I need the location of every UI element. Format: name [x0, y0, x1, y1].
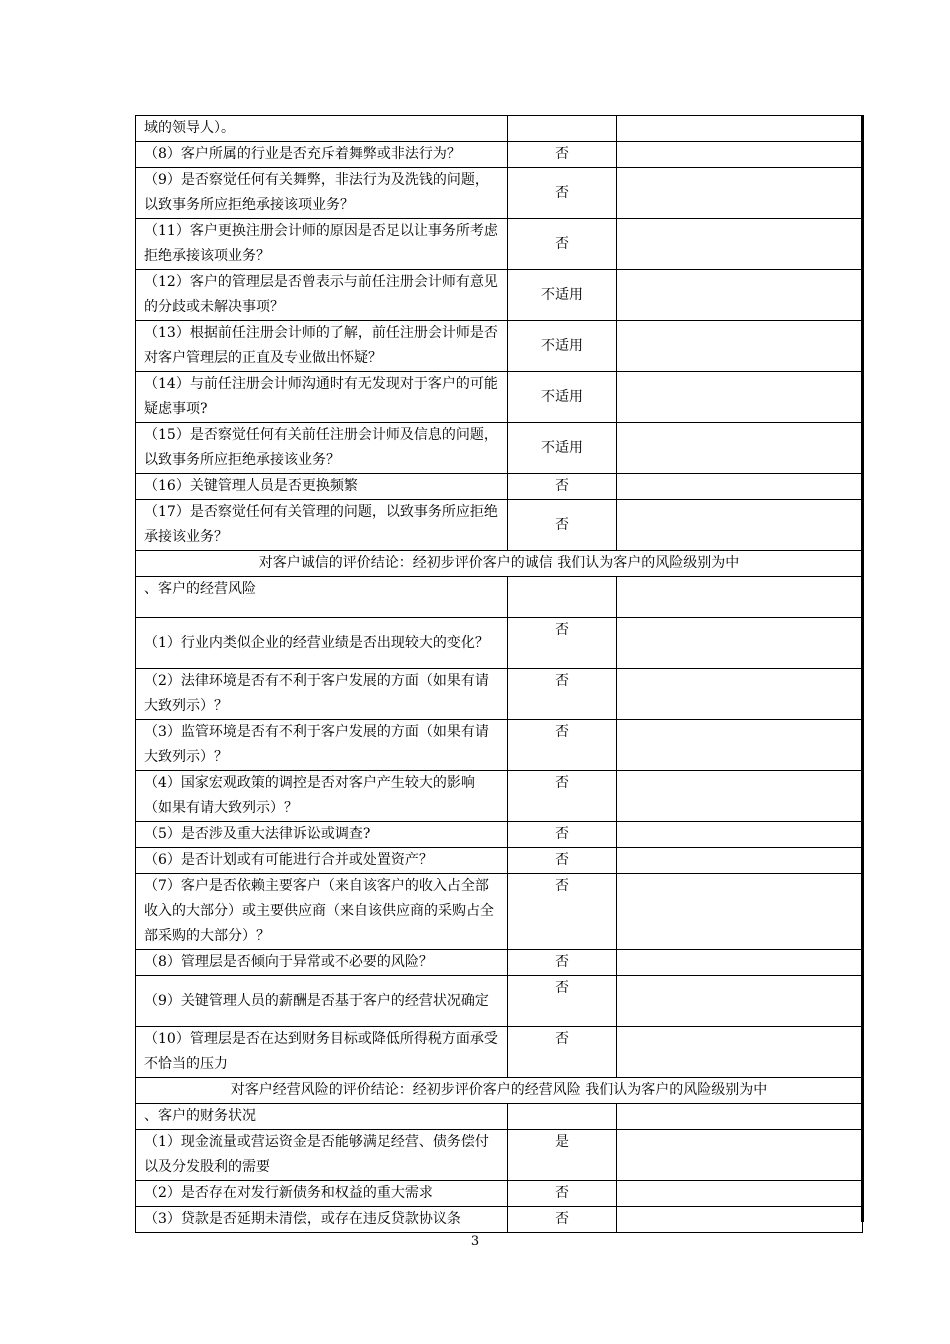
question-cell: （2）是否存在对发行新债务和权益的重大需求: [136, 1181, 508, 1207]
table-right-border: [861, 115, 864, 1222]
answer-cell: 否: [508, 168, 617, 219]
note-cell: [617, 950, 863, 976]
table-row: [136, 976, 863, 1027]
answer-cell: [508, 1104, 617, 1130]
note-cell: [617, 142, 863, 168]
question-cell: （6）是否计划或有可能进行合并或处置资产？: [136, 848, 508, 874]
note-cell: [617, 1027, 863, 1078]
section-row: [136, 577, 863, 618]
question-cell: （4）国家宏观政策的调控是否对客户产生较大的影响（如果有请大致列示）？: [136, 771, 508, 822]
question-cell: （8）管理层是否倾向于异常或不必要的风险？: [136, 950, 508, 976]
question-cell: （3）贷款是否延期未清偿，或存在违反贷款协议条: [136, 1207, 508, 1233]
table-row: [136, 1181, 863, 1207]
answer-cell: 否: [508, 500, 617, 551]
table-row: [136, 321, 863, 372]
table-row: [136, 1207, 863, 1233]
note-cell: [617, 116, 863, 142]
table-row: [136, 168, 863, 219]
answer-cell: 否: [508, 1207, 617, 1233]
note-cell: [617, 321, 863, 372]
section-heading-financial: 、客户的财务状况: [136, 1104, 508, 1130]
question-cell: （8）客户所属的行业是否充斥着舞弊或非法行为？: [136, 142, 508, 168]
note-cell: [617, 720, 863, 771]
note-cell: [617, 874, 863, 950]
answer-cell: 否: [508, 771, 617, 822]
answer-cell: 否: [508, 618, 617, 669]
note-cell: [617, 771, 863, 822]
question-cell: （2）法律环境是否有不利于客户发展的方面（如果有请大致列示）？: [136, 669, 508, 720]
answer-cell: 否: [508, 976, 617, 1027]
note-cell: [617, 669, 863, 720]
answer-cell: [508, 116, 617, 142]
note-cell: [617, 500, 863, 551]
table-row: [136, 423, 863, 474]
table-row: [136, 874, 863, 950]
note-cell: [617, 372, 863, 423]
answer-cell: 是: [508, 1130, 617, 1181]
operating-conclusion: 对客户经营风险的评价结论：经初步评价客户的经营风险 我们认为客户的风险级别为中: [136, 1078, 863, 1104]
table-row: [136, 270, 863, 321]
table-row: [136, 669, 863, 720]
question-cell: （5）是否涉及重大法律诉讼或调查?: [136, 822, 508, 848]
answer-cell: 不适用: [508, 321, 617, 372]
note-cell: [617, 618, 863, 669]
answer-cell: 否: [508, 720, 617, 771]
answer-cell: 否: [508, 1027, 617, 1078]
table-row: [136, 474, 863, 500]
answer-cell: 否: [508, 848, 617, 874]
conclusion-row: [136, 551, 863, 577]
note-cell: [617, 1130, 863, 1181]
table-row: [136, 219, 863, 270]
answer-cell: 否: [508, 669, 617, 720]
question-cell: （15）是否察觉任何有关前任注册会计师及信息的问题，以致事务所应拒绝承接该业务？: [136, 423, 508, 474]
question-cell: （9）关键管理人员的薪酬是否基于客户的经营状况确定: [136, 976, 508, 1027]
page-number: 3: [470, 1234, 480, 1249]
table-row: [136, 822, 863, 848]
note-cell: [617, 1181, 863, 1207]
section-row: [136, 1104, 863, 1130]
question-cell: （3）监管环境是否有不利于客户发展的方面（如果有请大致列示）？: [136, 720, 508, 771]
table-row: [136, 950, 863, 976]
question-cell: （14）与前任注册会计师沟通时有无发现对于客户的可能疑虑事项?: [136, 372, 508, 423]
table-row: [136, 720, 863, 771]
answer-cell: 不适用: [508, 270, 617, 321]
table-row: [136, 116, 863, 142]
section-heading-operating: 、客户的经营风险: [136, 577, 508, 618]
table-row: [136, 1130, 863, 1181]
note-cell: [617, 822, 863, 848]
answer-cell: 否: [508, 822, 617, 848]
note-cell: [617, 1207, 863, 1233]
answer-cell: [508, 577, 617, 618]
conclusion-row: [136, 1078, 863, 1104]
answer-cell: 否: [508, 142, 617, 168]
note-cell: [617, 848, 863, 874]
answer-cell: 否: [508, 1181, 617, 1207]
answer-cell: 否: [508, 950, 617, 976]
question-cell: （13）根据前任注册会计师的了解，前任注册会计师是否对客户管理层的正直及专业做出怀疑？: [136, 321, 508, 372]
answer-cell: 不适用: [508, 372, 617, 423]
note-cell: [617, 168, 863, 219]
note-cell: [617, 1104, 863, 1130]
question-cell: （9）是否察觉任何有关舞弊，非法行为及洗钱的问题，以致事务所应拒绝承接该项业务？: [136, 168, 508, 219]
answer-cell: 不适用: [508, 423, 617, 474]
question-cell: （1）行业内类似企业的经营业绩是否出现较大的变化？: [136, 618, 508, 669]
question-cell: （11）客户更换注册会计师的原因是否足以让事务所考虑拒绝承接该项业务？: [136, 219, 508, 270]
integrity-conclusion: 对客户诚信的评价结论：经初步评价客户的诚信 我们认为客户的风险级别为中: [136, 551, 863, 577]
answer-cell: 否: [508, 219, 617, 270]
question-cell: （10）管理层是否在达到财务目标或降低所得税方面承受不恰当的压力: [136, 1027, 508, 1078]
table-row: [136, 500, 863, 551]
checklist-table: [135, 115, 863, 1233]
table-row: [136, 1027, 863, 1078]
question-cell: （17）是否察觉任何有关管理的问题，以致事务所应拒绝承接该业务？: [136, 500, 508, 551]
question-cell: 域的领导人）。: [136, 116, 508, 142]
question-cell: （1）现金流量或营运资金是否能够满足经营、债务偿付以及分发股利的需要: [136, 1130, 508, 1181]
answer-cell: 否: [508, 874, 617, 950]
question-cell: （7）客户是否依赖主要客户（来自该客户的收入占全部收入的大部分）或主要供应商（来自该供应商的采购占全部采购的大部分）？: [136, 874, 508, 950]
note-cell: [617, 474, 863, 500]
table-row: [136, 372, 863, 423]
table-row: [136, 848, 863, 874]
note-cell: [617, 270, 863, 321]
note-cell: [617, 577, 863, 618]
table-row: [136, 142, 863, 168]
answer-cell: 否: [508, 474, 617, 500]
question-cell: （16）关键管理人员是否更换频繁: [136, 474, 508, 500]
note-cell: [617, 976, 863, 1027]
table-row: [136, 771, 863, 822]
table-row: [136, 618, 863, 669]
question-cell: （12）客户的管理层是否曾表示与前任注册会计师有意见的分歧或未解决事项？: [136, 270, 508, 321]
note-cell: [617, 219, 863, 270]
note-cell: [617, 423, 863, 474]
